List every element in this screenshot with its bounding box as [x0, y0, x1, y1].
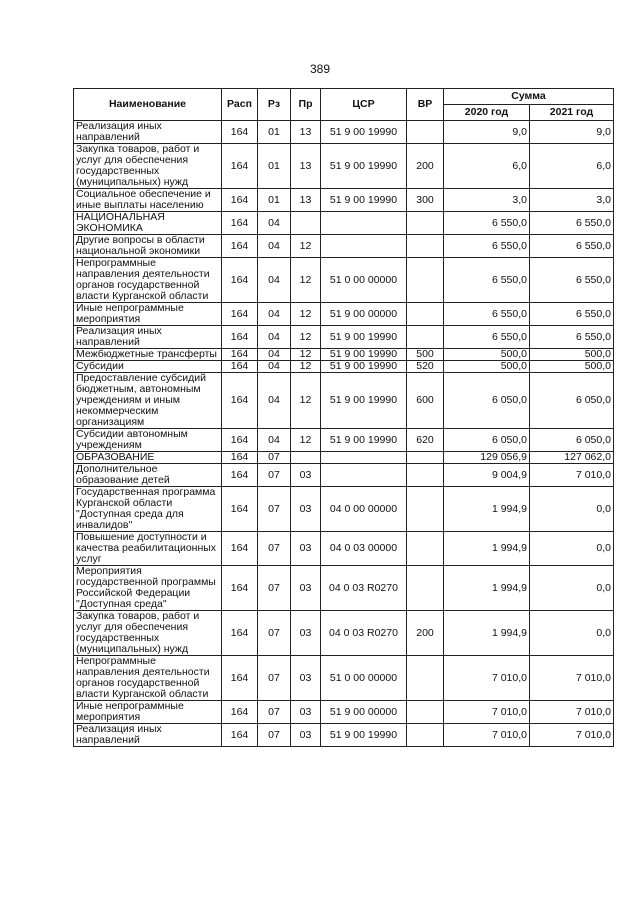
cell-vr — [407, 464, 444, 487]
cell-2020: 7 010,0 — [444, 724, 530, 747]
table-row — [74, 326, 614, 349]
cell-csr: 51 0 00 00000 — [321, 258, 407, 303]
cell-2021: 6 550,0 — [530, 303, 614, 326]
cell-name: НАЦИОНАЛЬНАЯ ЭКОНОМИКА — [74, 212, 222, 235]
cell-pr: 12 — [291, 349, 321, 361]
table-row — [74, 144, 614, 189]
cell-rz: 01 — [258, 121, 291, 144]
cell-rasp: 164 — [222, 656, 258, 701]
cell-vr — [407, 235, 444, 258]
cell-2021: 7 010,0 — [530, 656, 614, 701]
cell-name: Реализация иных направлений — [74, 724, 222, 747]
cell-rz: 04 — [258, 349, 291, 361]
cell-pr: 03 — [291, 464, 321, 487]
cell-vr — [407, 303, 444, 326]
cell-rz: 04 — [258, 303, 291, 326]
cell-pr: 13 — [291, 121, 321, 144]
cell-2020: 1 994,9 — [444, 532, 530, 566]
cell-2021: 7 010,0 — [530, 724, 614, 747]
cell-vr — [407, 121, 444, 144]
cell-2020: 6 550,0 — [444, 326, 530, 349]
cell-rasp: 164 — [222, 212, 258, 235]
cell-2020: 500,0 — [444, 349, 530, 361]
cell-rasp: 164 — [222, 464, 258, 487]
cell-csr: 51 9 00 19990 — [321, 189, 407, 212]
cell-csr: 51 9 00 19990 — [321, 373, 407, 429]
cell-pr: 03 — [291, 532, 321, 566]
cell-csr: 51 9 00 19990 — [321, 349, 407, 361]
cell-rz: 07 — [258, 464, 291, 487]
cell-pr — [291, 212, 321, 235]
cell-rasp: 164 — [222, 144, 258, 189]
cell-rz: 04 — [258, 429, 291, 452]
cell-rasp: 164 — [222, 258, 258, 303]
cell-2021: 500,0 — [530, 361, 614, 373]
cell-rasp: 164 — [222, 373, 258, 429]
cell-2021: 6 050,0 — [530, 373, 614, 429]
cell-rasp: 164 — [222, 189, 258, 212]
cell-vr: 200 — [407, 611, 444, 656]
cell-rasp: 164 — [222, 724, 258, 747]
cell-pr: 03 — [291, 487, 321, 532]
cell-pr: 12 — [291, 235, 321, 258]
cell-rz: 07 — [258, 532, 291, 566]
cell-vr — [407, 487, 444, 532]
cell-2020: 9,0 — [444, 121, 530, 144]
cell-name: Реализация иных направлений — [74, 326, 222, 349]
cell-name: Другие вопросы в области национальной экономики — [74, 235, 222, 258]
cell-rasp: 164 — [222, 452, 258, 464]
cell-2020: 1 994,9 — [444, 566, 530, 611]
cell-rz: 01 — [258, 189, 291, 212]
cell-name: Непрограммные направления деятельности органов государственной власти Курганской области — [74, 258, 222, 303]
cell-rz: 07 — [258, 724, 291, 747]
cell-csr: 04 0 03 R0270 — [321, 611, 407, 656]
cell-2021: 0,0 — [530, 532, 614, 566]
table-row — [74, 429, 614, 452]
cell-2021: 127 062,0 — [530, 452, 614, 464]
cell-rasp: 164 — [222, 326, 258, 349]
table-row — [74, 701, 614, 724]
cell-pr: 12 — [291, 429, 321, 452]
cell-csr: 04 0 00 00000 — [321, 487, 407, 532]
cell-2020: 6 550,0 — [444, 258, 530, 303]
cell-2020: 500,0 — [444, 361, 530, 373]
table-row — [74, 724, 614, 747]
cell-rz: 07 — [258, 701, 291, 724]
cell-csr — [321, 212, 407, 235]
cell-rz: 04 — [258, 326, 291, 349]
table-row — [74, 361, 614, 373]
cell-rasp: 164 — [222, 121, 258, 144]
header-rz: Рз — [258, 89, 291, 121]
cell-rasp: 164 — [222, 487, 258, 532]
header-pr: Пр — [291, 89, 321, 121]
table-row — [74, 452, 614, 464]
cell-vr — [407, 656, 444, 701]
cell-2021: 0,0 — [530, 487, 614, 532]
cell-pr: 13 — [291, 144, 321, 189]
cell-name: Межбюджетные трансферты — [74, 349, 222, 361]
cell-2021: 6 550,0 — [530, 258, 614, 303]
cell-rasp: 164 — [222, 303, 258, 326]
cell-name: Государственная программа Курганской области "Доступная среда для инвалидов" — [74, 487, 222, 532]
table-row — [74, 121, 614, 144]
cell-csr: 51 9 00 19990 — [321, 121, 407, 144]
cell-pr: 12 — [291, 258, 321, 303]
cell-vr — [407, 724, 444, 747]
header-name: Наименование — [74, 89, 222, 121]
table-row — [74, 189, 614, 212]
header-csr: ЦСР — [321, 89, 407, 121]
cell-2021: 3,0 — [530, 189, 614, 212]
cell-rasp: 164 — [222, 701, 258, 724]
cell-pr: 03 — [291, 701, 321, 724]
cell-2021: 500,0 — [530, 349, 614, 361]
cell-name: Закупка товаров, работ и услуг для обеспечения государственных (муниципальных) нужд — [74, 144, 222, 189]
table-row — [74, 611, 614, 656]
cell-csr: 51 9 00 00000 — [321, 701, 407, 724]
cell-rz: 04 — [258, 258, 291, 303]
cell-2020: 7 010,0 — [444, 701, 530, 724]
cell-vr — [407, 258, 444, 303]
cell-name: Повышение доступности и качества реабилитационных услуг — [74, 532, 222, 566]
cell-csr: 04 0 03 00000 — [321, 532, 407, 566]
cell-rz: 07 — [258, 487, 291, 532]
cell-csr — [321, 452, 407, 464]
cell-pr: 03 — [291, 656, 321, 701]
cell-2020: 6 550,0 — [444, 303, 530, 326]
cell-2021: 6 050,0 — [530, 429, 614, 452]
cell-rasp: 164 — [222, 532, 258, 566]
cell-csr: 51 9 00 19990 — [321, 429, 407, 452]
cell-pr: 12 — [291, 361, 321, 373]
cell-csr — [321, 235, 407, 258]
cell-name: Субсидии автономным учреждениям — [74, 429, 222, 452]
table-row — [74, 464, 614, 487]
cell-2020: 6 550,0 — [444, 212, 530, 235]
cell-vr: 620 — [407, 429, 444, 452]
cell-pr: 03 — [291, 611, 321, 656]
cell-pr: 12 — [291, 326, 321, 349]
cell-2021: 6,0 — [530, 144, 614, 189]
table-row — [74, 349, 614, 361]
cell-2021: 9,0 — [530, 121, 614, 144]
cell-pr: 03 — [291, 566, 321, 611]
cell-rz: 07 — [258, 452, 291, 464]
header-sum: Сумма — [444, 89, 614, 105]
cell-vr — [407, 532, 444, 566]
cell-rz: 01 — [258, 144, 291, 189]
table-row — [74, 373, 614, 429]
table-row — [74, 235, 614, 258]
table-row — [74, 566, 614, 611]
cell-2020: 6 050,0 — [444, 373, 530, 429]
cell-vr: 300 — [407, 189, 444, 212]
cell-rz: 07 — [258, 566, 291, 611]
table-row — [74, 532, 614, 566]
cell-vr: 200 — [407, 144, 444, 189]
cell-csr: 51 9 00 19990 — [321, 326, 407, 349]
cell-2021: 7 010,0 — [530, 701, 614, 724]
cell-name: Мероприятия государственной программы Российской Федерации "Доступная среда" — [74, 566, 222, 611]
cell-vr — [407, 566, 444, 611]
cell-rasp: 164 — [222, 349, 258, 361]
cell-2020: 3,0 — [444, 189, 530, 212]
cell-csr: 51 9 00 00000 — [321, 303, 407, 326]
cell-name: ОБРАЗОВАНИЕ — [74, 452, 222, 464]
cell-name: Реализация иных направлений — [74, 121, 222, 144]
cell-rasp: 164 — [222, 611, 258, 656]
cell-2021: 6 550,0 — [530, 235, 614, 258]
cell-rasp: 164 — [222, 566, 258, 611]
budget-table — [73, 88, 614, 747]
cell-csr: 04 0 03 R0270 — [321, 566, 407, 611]
table-row — [74, 487, 614, 532]
cell-2021: 6 550,0 — [530, 326, 614, 349]
table-row — [74, 303, 614, 326]
cell-rasp: 164 — [222, 361, 258, 373]
cell-csr: 51 9 00 19990 — [321, 361, 407, 373]
cell-name: Социальное обеспечение и иные выплаты населению — [74, 189, 222, 212]
cell-2020: 7 010,0 — [444, 656, 530, 701]
table-row — [74, 258, 614, 303]
cell-rasp: 164 — [222, 429, 258, 452]
cell-name: Субсидии — [74, 361, 222, 373]
cell-rz: 04 — [258, 235, 291, 258]
page-number: 389 — [309, 62, 331, 76]
header-vr: ВР — [407, 89, 444, 121]
cell-rasp: 164 — [222, 235, 258, 258]
cell-rz: 04 — [258, 361, 291, 373]
cell-name: Непрограммные направления деятельности органов государственной власти Курганской области — [74, 656, 222, 701]
cell-pr — [291, 452, 321, 464]
cell-pr: 03 — [291, 724, 321, 747]
cell-vr — [407, 212, 444, 235]
cell-2020: 6 550,0 — [444, 235, 530, 258]
cell-name: Иные непрограммные мероприятия — [74, 701, 222, 724]
cell-name: Иные непрограммные мероприятия — [74, 303, 222, 326]
table-row — [74, 212, 614, 235]
cell-pr: 12 — [291, 303, 321, 326]
cell-2020: 1 994,9 — [444, 487, 530, 532]
cell-vr: 520 — [407, 361, 444, 373]
cell-csr: 51 9 00 19990 — [321, 144, 407, 189]
cell-2020: 9 004,9 — [444, 464, 530, 487]
cell-name: Закупка товаров, работ и услуг для обеспечения государственных (муниципальных) нужд — [74, 611, 222, 656]
header-year-2020: 2020 год — [444, 105, 530, 121]
cell-2020: 129 056,9 — [444, 452, 530, 464]
table-row — [74, 656, 614, 701]
cell-rz: 04 — [258, 212, 291, 235]
cell-name: Дополнительное образование детей — [74, 464, 222, 487]
cell-2021: 7 010,0 — [530, 464, 614, 487]
header-rasp: Расп — [222, 89, 258, 121]
header-year-2021: 2021 год — [530, 105, 614, 121]
cell-vr — [407, 326, 444, 349]
cell-pr: 12 — [291, 373, 321, 429]
cell-rz: 07 — [258, 611, 291, 656]
cell-rz: 07 — [258, 656, 291, 701]
cell-2021: 0,0 — [530, 611, 614, 656]
cell-2020: 6 050,0 — [444, 429, 530, 452]
cell-csr: 51 0 00 00000 — [321, 656, 407, 701]
cell-vr: 500 — [407, 349, 444, 361]
cell-pr: 13 — [291, 189, 321, 212]
cell-csr — [321, 464, 407, 487]
cell-2021: 0,0 — [530, 566, 614, 611]
cell-vr — [407, 452, 444, 464]
cell-2021: 6 550,0 — [530, 212, 614, 235]
cell-vr — [407, 701, 444, 724]
cell-rz: 04 — [258, 373, 291, 429]
cell-name: Предоставление субсидий бюджетным, автономным учреждениям и иным некоммерческим организациям — [74, 373, 222, 429]
cell-vr: 600 — [407, 373, 444, 429]
cell-csr: 51 9 00 19990 — [321, 724, 407, 747]
cell-2020: 6,0 — [444, 144, 530, 189]
cell-2020: 1 994,9 — [444, 611, 530, 656]
